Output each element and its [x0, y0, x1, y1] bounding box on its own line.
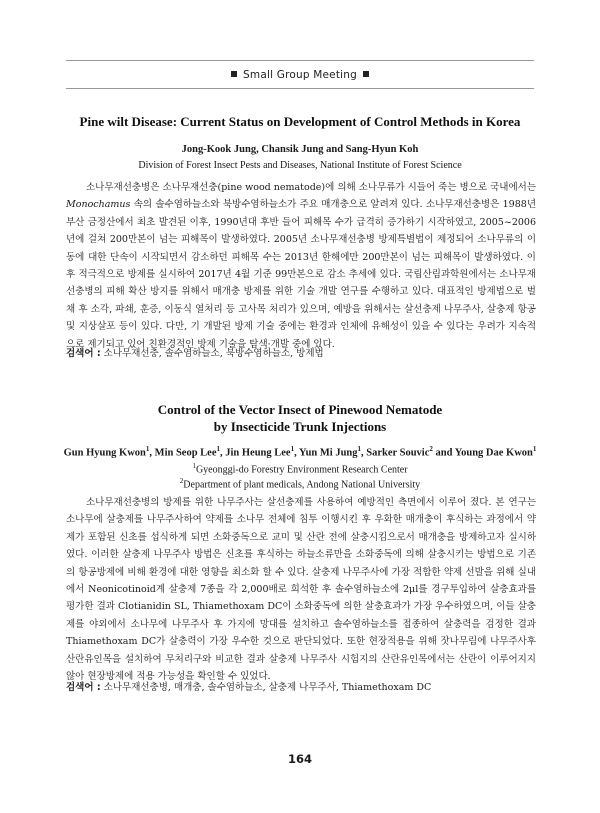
article2-keywords-label: 검색어 : [66, 682, 101, 693]
article1-keywords [66, 346, 536, 362]
author-sup: 1 [290, 445, 295, 453]
author-name: Yun Mi Jung [298, 447, 358, 459]
article2-affiliation1 [40, 462, 560, 475]
page-number: 164 [287, 752, 312, 766]
author-name: Gun Hyung Kwon [63, 447, 146, 459]
article1-title: Pine wilt Disease: Current Status on Development of Control Methods in Korea [79, 114, 521, 129]
author-separator: , [220, 447, 226, 459]
section-header-band [66, 60, 534, 89]
author-separator: , [149, 447, 155, 459]
affiliation1-text: Gyeonggi-do Forestry Environment Research Center [195, 464, 408, 476]
article1-keywords-list: 소나무재선충, 솔수염하늘소, 북방수염하늘소, 방제법 [103, 348, 324, 359]
author-separator: , [361, 447, 367, 459]
article2-authors [40, 445, 560, 459]
author-separator: , [294, 447, 299, 459]
article2-title-line2: by Insecticide Trunk Injections [213, 419, 387, 434]
article2-abstract: 소나무재선충병의 방제를 위한 나무주사는 살선충제를 사용하여 예방적인 측면에서 이루어 졌다. 본 연구는 소나무에 살충제를 나무주사하여 약제를 소나무 전체에 침투 이행시킨 후 우화한 매개충이 후식하는 과정에서 약제가 포함된 신초를 섭식하게 되면 소화중독으로 교미 및 산란 전에 살충시킴으로서 매개충을 방제하고자 실시하였다. 이러한 살충제 나무주사 방법은 신초를 후식하는 하늘소류만을 소화중독에 의해 살충시키는 방법으로 기존의 항공방제에 비해 환경에 대한 영향을 최소화 할 수 있다. 살충제 나무주사에 가장 적합한 약제 선발을 위해 실내에서 Neonicotinoid계 살충제 7종을 각 2,000배로 희석한 후 솔수염하늘소에 2μl를 경구투입하여 살충효과를 평가한 결과 Clotianidin SL, Thiamethoxam DC이 소화중독에 의한 살충효과가 가장 우수하였으며, 이들 살충제를 야외에서 소나무에 나무주사 후 가지에 망대를 설치하고 솔수염하늘소를 접종하여 살충력을 검정한 결과 Thiamethoxam DC가 살충력이 가장 우수한 것으로 판단되었다. 또한 현장적용을 위해 잣나무림에 나무주사후 산란유인목을 설치하여 무처리구와 비교한 결과 살충제 나무주사 시험지의 산란유인목에서는 산란이 이루어지지 않아 현장방제에 적용 가능성을 확인할 수 있었다. [66, 497, 536, 683]
article1-keywords-label: 검색어 : [66, 348, 101, 359]
square-bullet-icon [363, 71, 369, 77]
article1-authors: Jong-Kook Jung, Chansik Jung and Sang-Hyun Koh [181, 144, 419, 155]
author-sup: 1 [145, 445, 150, 453]
article1-abstract-italic: Monochamus [66, 199, 131, 211]
affiliation2-text: Department of plant medicals, Andong National University [183, 479, 421, 491]
section-header [225, 69, 375, 81]
author-sup: 1 [357, 445, 362, 453]
article2-title-line1: Control of the Vector Insect of Pinewood Nematode [157, 402, 443, 417]
article1-abstract [66, 179, 536, 353]
author-name: Young Dae Kwon [454, 447, 533, 459]
square-bullet-icon [231, 71, 237, 77]
article2-keywords-list: 소나무재선충병, 매개충, 솔수염하늘소, 살충제 나무주사, Thiamethoxam DC [103, 682, 432, 693]
author-name: Min Seop Lee [154, 447, 217, 459]
affiliation2-sup: 2 [179, 477, 184, 485]
article2-keywords [66, 680, 536, 696]
author-sup: 2 [429, 445, 433, 453]
author-name: Jin Heung Lee [225, 447, 291, 459]
author-sup: 1 [532, 445, 537, 453]
section-header-label: Small Group Meeting [243, 68, 357, 81]
author-sup: 1 [216, 445, 220, 453]
affiliation1-sup: 1 [192, 462, 196, 470]
article1-affiliation: Division of Forest Insect Pests and Diseases, National Institute of Forest Science [138, 160, 462, 171]
article1-abstract-part1: 소나무재선충병은 소나무재선충(pine wood nematode)에 의해 소나무류가 시들어 죽는 병으로 국내에서는 [86, 182, 536, 193]
article1-abstract-part2: 속의 솔수염하늘소와 북방수염하늘소가 주요 매개충으로 알려져 있다. 소나무재선충병은 1988년 부산 금정산에서 최초 발견된 이후, 1990년대 후반 들어 피해목 수가 급격히 증가하기 시작하였고, 2005~2006년에 걸쳐 200만본이 넘는 피해목이 발생하였다. 2005년 소나무재선충병 방제특별법이 제정되어 소나무류의 이동에 대한 단속이 시작되면서 감소하던 피해목 수는 2013년 한해에만 200만본이 넘는 피해목이 발생하였다. 이후 적극적으로 방제를 실시하여 2017년 4월 기준 99만본으로 감소 추세에 있다. 국립산림과학원에서는 소나무재선충병의 피해 확산 방지를 위해서 매개충 방제를 위한 기술 개발 연구를 수행하고 있다. 대표적인 방제법으로 벌채 후 소각, 파쇄, 훈증, 이동식 열처리 등 고사목 처리가 있으며, 예방을 위해서는 살선충제 나무주사, 살충제 항공 및 지상살포 등이 있다. 다만, 기 개발된 방제 기술 중에는 환경과 인체에 유해성이 있을 수 있다는 우려가 지속적으로 제기되고 있어 친환경적인 방제 기술을 탐색·개발 중에 있다. [66, 199, 536, 350]
author-name: Sarker Souvic [366, 447, 430, 459]
author-and: and [432, 447, 455, 459]
article2-affiliation2 [40, 477, 560, 490]
